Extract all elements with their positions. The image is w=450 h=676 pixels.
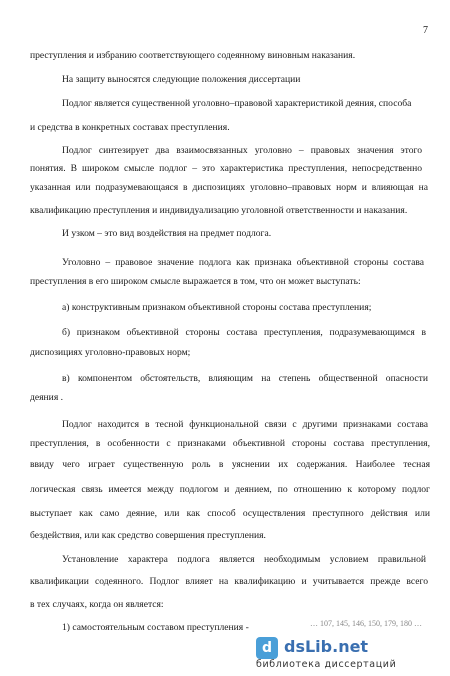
text-line: логическая связь имеется между подлогом и деянием, по отношению к которому подлог <box>30 484 430 495</box>
text-line: Уголовно – правовое значение подлога как признака объективной стороны состава <box>62 257 424 268</box>
text-line: и средства в конкретных составах преступления. <box>30 122 230 133</box>
text-line: указанная или подразумевающаяся в диспозициях уголовно–правовых норм и влияющая на <box>30 182 428 193</box>
dslib-logo-icon: d <box>256 637 278 659</box>
watermark <box>256 637 436 671</box>
text-line: выступает как само деяние, или как способ осуществления преступного действия или <box>30 508 430 519</box>
text-line: деяния . <box>30 392 64 403</box>
text-line: квалификации содеянного. Подлог влияет на квалификацию и учитывается прежде всего <box>30 576 428 587</box>
text-line: преступления, в особенности с признаками объективной стороны состава преступления, <box>30 438 430 449</box>
text-line: Подлог является существенной уголовно–правовой характеристикой деяния, способа <box>62 98 412 109</box>
text-line: бездействия, или как средство совершения преступления. <box>30 530 266 541</box>
watermark-title: dsLib.net <box>284 637 369 656</box>
text-line: 1) самостоятельным составом преступления - <box>62 622 249 633</box>
text-line: Подлог синтезирует два взаимосвязанных уголовно – правовых значения этого <box>62 145 422 156</box>
text-line: б) признаком объективной стороны состава преступления, подразумевающимся в <box>62 327 426 338</box>
text-line: квалификацию преступления и индивидуализацию уголовной ответственности и наказания. <box>30 205 408 216</box>
text-line: Подлог находится в тесной функциональной связи с другими признаками состава <box>62 419 428 430</box>
text-line: На защиту выносятся следующие положения диссертации <box>62 74 301 85</box>
text-line: Установление характера подлога является необходимым условием правильной <box>62 554 426 565</box>
watermark-subtitle: библиотека диссертаций <box>256 659 397 670</box>
text-line: преступления и избранию соответствующего содеянному виновным наказания. <box>30 50 356 61</box>
text-line: а) конструктивным признаком объективной стороны состава преступления; <box>62 302 372 313</box>
page-number: 7 <box>423 25 428 36</box>
text-line: ввиду чего играет существенную роль в уяснении их содержания. Наиболее тесная <box>30 459 430 470</box>
text-line: преступления в его широком смысле выражается в том, что он может выступать: <box>30 276 361 287</box>
text-line: диспозициях уголовно-правовых норм; <box>30 347 191 358</box>
truncated-citation-numbers: … 107, 145, 146, 150, 179, 180 … <box>310 619 422 628</box>
text-line: в) компонентом обстоятельств, влияющим на степень общественной опасности <box>62 373 428 384</box>
text-line: в тех случаях, когда он является: <box>30 599 164 610</box>
text-line: И узком – это вид воздействия на предмет подлога. <box>62 228 272 239</box>
text-line: понятия. В широком смысле подлог – это характеристика преступления, непосредственно <box>30 163 422 174</box>
